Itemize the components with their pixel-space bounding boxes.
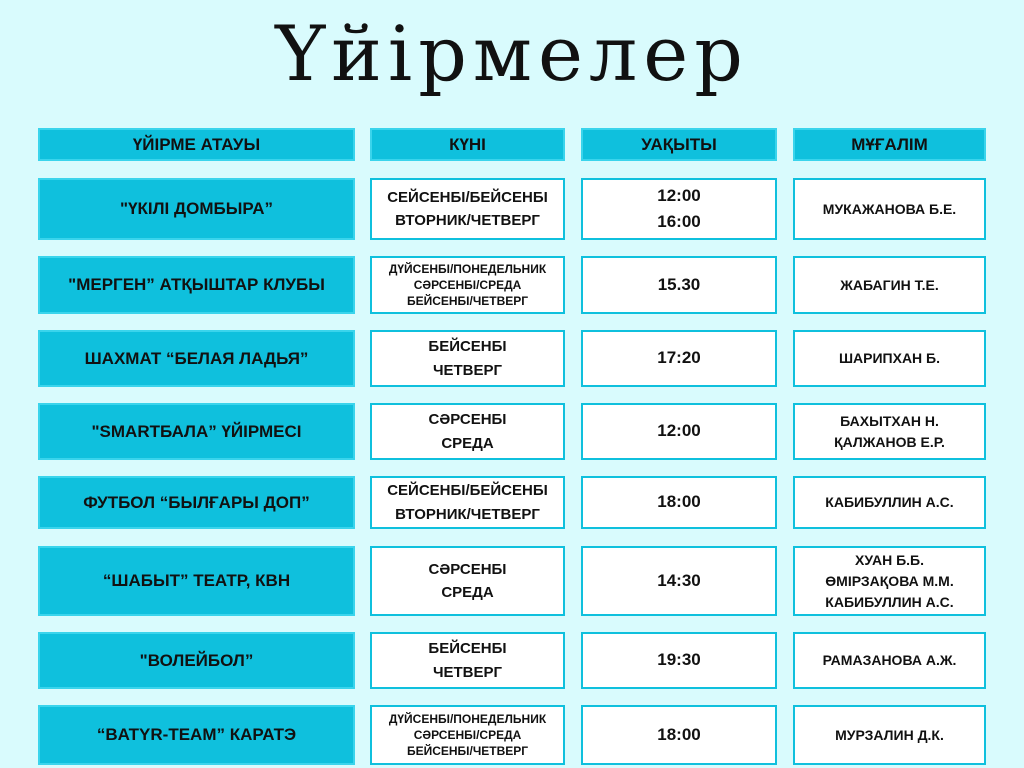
teacher-name: КАБИБУЛЛИН А.С. [825, 494, 954, 510]
club-day-line: СРЕДА [441, 584, 494, 601]
club-teacher-cell [793, 330, 986, 387]
page-title: Үйірмелер [275, 9, 749, 98]
club-time: 17:20 [657, 348, 701, 368]
club-teacher-cell [793, 476, 986, 529]
club-days-cell [370, 476, 565, 529]
table-row [0, 546, 1024, 616]
club-day-line: ВТОРНИК/ЧЕТВЕРГ [395, 212, 540, 229]
club-day-line: СӘРСЕНБІ/СРЕДА [413, 277, 522, 292]
club-teacher-cell [793, 705, 986, 765]
club-day-line: ЧЕТВЕРГ [432, 361, 503, 379]
table-row [0, 476, 1024, 529]
club-name: “BATYR-TEAM” КАРАТЭ [96, 725, 297, 744]
table-row [0, 256, 1024, 314]
club-time: 18:00 [657, 492, 701, 512]
club-name-cell [38, 546, 355, 616]
club-time-cell [581, 476, 777, 529]
club-time: 16:00 [657, 212, 701, 231]
club-name-cell [38, 330, 355, 387]
club-days-cell [370, 705, 565, 765]
club-day-line: СЕЙСЕНБІ/БЕЙСЕНБІ [387, 482, 548, 500]
club-teacher-cell [793, 178, 986, 240]
teacher-name: РАМАЗАНОВА А.Ж. [822, 652, 957, 668]
club-name: "ВОЛЕЙБОЛ” [139, 650, 254, 670]
teacher-name: ХУАН Б.Б. [854, 551, 924, 568]
club-name-cell [38, 256, 355, 314]
club-time-cell [581, 705, 777, 765]
teacher-name: МУКАЖАНОВА Б.Е. [822, 200, 957, 217]
table-row [0, 178, 1024, 240]
club-time-cell [581, 330, 777, 387]
club-day-line: БЕЙСЕНБІ/ЧЕТВЕРГ [406, 294, 529, 309]
club-time: 18:00 [657, 724, 701, 744]
club-days-cell [370, 403, 565, 460]
club-day-line: ЧЕТВЕРГ [432, 663, 503, 681]
club-name-cell [38, 632, 355, 689]
club-time-cell [581, 546, 777, 616]
club-days-cell [370, 546, 565, 616]
club-time-cell [581, 632, 777, 689]
table-row [0, 705, 1024, 765]
teacher-name: ШАРИПХАН Б. [838, 350, 941, 366]
club-name: "МЕРГЕН” АТҚЫШТАР КЛУБЫ [68, 275, 325, 294]
club-time: 15.30 [657, 274, 701, 294]
club-time-cell [581, 178, 777, 240]
teacher-name: ЖАБАГИН Т.Е. [840, 276, 939, 293]
club-day-line: СӘРСЕНБІ [428, 411, 507, 429]
teacher-name: БАХЫТХАН Н. [840, 412, 939, 429]
club-day-line: ВТОРНИК/ЧЕТВЕРГ [395, 505, 540, 523]
club-day-line: СӘРСЕНБІ/СРЕДА [413, 727, 522, 742]
club-day-line: СРЕДА [441, 434, 494, 452]
header-name: ҮЙІРМЕ АТАУЫ [38, 128, 355, 161]
table-row [0, 632, 1024, 689]
teacher-name: МУРЗАЛИН Д.К. [835, 726, 944, 743]
club-day-line: ДҮЙСЕНБІ/ПОНЕДЕЛЬНИК [388, 261, 547, 276]
club-days-cell [370, 632, 565, 689]
teacher-name: ӨМІРЗАҚОВА М.М. [825, 572, 954, 589]
club-time-cell [581, 256, 777, 314]
club-day-line: БЕЙСЕНБІ [428, 640, 507, 658]
club-days-cell [370, 178, 565, 240]
header-day: КҮНІ [370, 128, 565, 161]
club-name: “ШАБЫТ” ТЕАТР, КВН [102, 571, 291, 590]
club-time-cell [581, 403, 777, 460]
club-name: ФУТБОЛ “БЫЛҒАРЫ ДОП” [83, 492, 310, 512]
header-time: УАҚЫТЫ [581, 128, 777, 161]
club-teacher-cell [793, 546, 986, 616]
club-name: "ҮКІЛІ ДОМБЫРА” [120, 199, 273, 218]
club-name-cell [38, 403, 355, 460]
club-name-cell [38, 476, 355, 529]
club-name: "SMARTБАЛА” ҮЙІРМЕСІ [91, 421, 302, 441]
teacher-name: ҚАЛЖАНОВ Е.Р. [834, 433, 945, 450]
club-days-cell [370, 330, 565, 387]
club-day-line: БЕЙСЕНБІ/ЧЕТВЕРГ [406, 744, 529, 759]
club-name: ШАХМАТ “БЕЛАЯ ЛАДЬЯ” [84, 348, 309, 368]
club-time: 12:00 [657, 421, 701, 441]
header-teacher: МҰҒАЛІМ [793, 128, 986, 161]
table-row [0, 330, 1024, 387]
club-day-line: СЕЙСЕНБІ/БЕЙСЕНБІ [387, 188, 548, 206]
teacher-name: КАБИБУЛЛИН А.С. [825, 593, 954, 610]
club-time: 14:30 [657, 570, 701, 590]
club-name-cell [38, 178, 355, 240]
club-teacher-cell [793, 403, 986, 460]
club-time: 12:00 [657, 185, 701, 205]
club-day-line: ДҮЙСЕНБІ/ПОНЕДЕЛЬНИК [388, 711, 547, 726]
club-teacher-cell [793, 256, 986, 314]
club-day-line: БЕЙСЕНБІ [428, 338, 507, 356]
table-row [0, 403, 1024, 460]
club-teacher-cell [793, 632, 986, 689]
club-time: 19:30 [657, 650, 701, 670]
club-name-cell [38, 705, 355, 765]
club-day-line: СӘРСЕНБІ [428, 560, 507, 578]
club-days-cell [370, 256, 565, 314]
